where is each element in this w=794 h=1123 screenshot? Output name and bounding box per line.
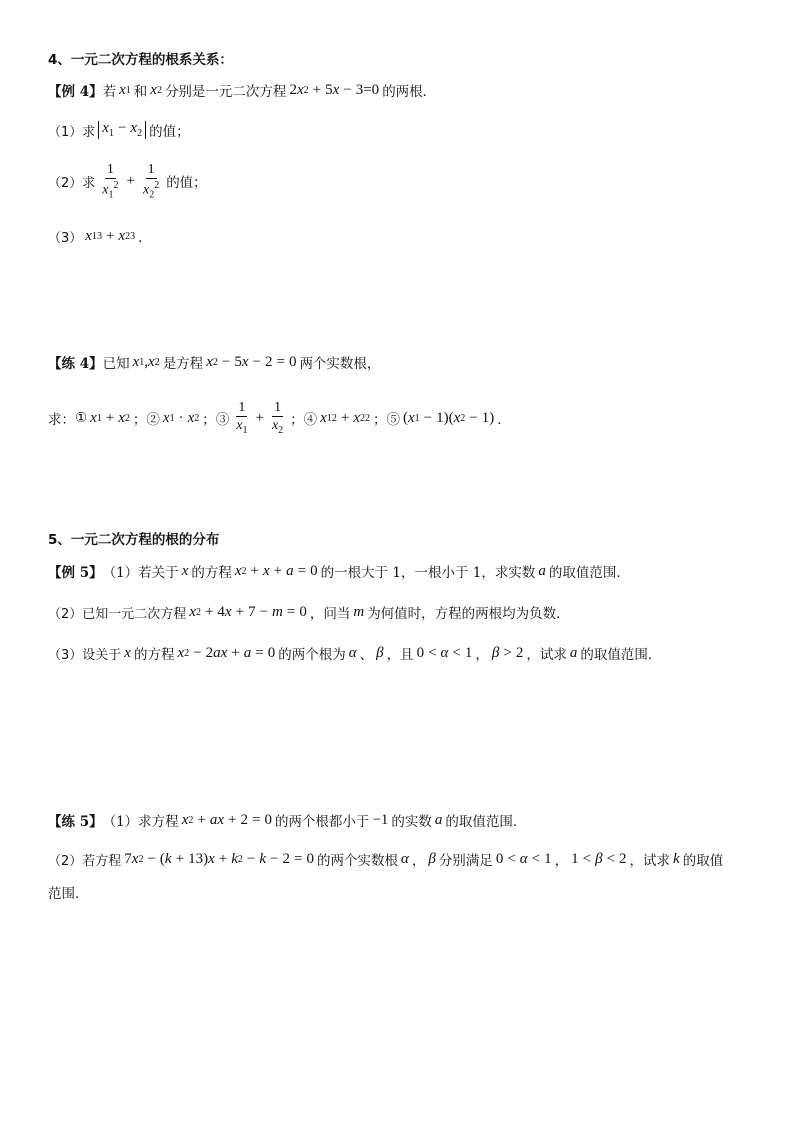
- e2-post: 为何值时，方程的两根均为负数．: [367, 606, 570, 622]
- stem-and: 和: [133, 84, 148, 100]
- example-4-stem: [48, 80, 436, 100]
- math-beta-range: 1 < β < 2: [571, 850, 627, 867]
- math-var-x: x: [124, 644, 131, 661]
- example-5-tag: 【例 5】: [48, 565, 103, 581]
- e3-sep: 、: [359, 647, 374, 663]
- math-var-m: m: [353, 603, 365, 620]
- practice-5-tag: 【练 5】: [48, 814, 103, 830]
- example-5-2: [48, 602, 570, 622]
- math-x2: x 2: [150, 81, 162, 98]
- e3-comma: ，: [475, 647, 489, 663]
- stem-mid: 分别是一元二次方程: [164, 84, 287, 100]
- math-product: x 1 · x 2: [162, 409, 200, 426]
- math-reciprocal-squares-sum: $\frac{1}{x_1^2}$ + $\frac{1}{x_2^2}$: [102, 162, 160, 201]
- math-var-a: a: [569, 644, 578, 661]
- example-4-tag: 【例 4】: [48, 84, 103, 100]
- e1-post: 的一根大于 1，一根小于 1，求实数: [320, 565, 536, 581]
- practice-4-tag: 【练 4】: [48, 356, 103, 372]
- math-equation-7x2: 7 x 2 − ( k + 13) x + k 2 − k − 2 = 0: [124, 850, 314, 867]
- circle-3: ；③: [202, 412, 230, 429]
- question-4-1: [48, 120, 190, 140]
- circle-2: ；②: [132, 412, 160, 429]
- math-shifted-product: ( x 1 − 1)( x 2 − 1): [402, 409, 495, 426]
- e3-and: ，且: [386, 647, 414, 663]
- math-equation-x2-5x-2: x 2 − 5 x − 2 = 0: [206, 353, 297, 370]
- math-alpha-range: 0 < α < 1: [416, 644, 473, 661]
- math-x1-x2: x 1 , x 2: [132, 353, 160, 370]
- p1-pre: （1）求方程: [102, 814, 179, 830]
- q2-label: （2）求: [48, 175, 96, 191]
- q1-label: （1）求: [48, 124, 96, 140]
- p2-end: 的取值: [682, 853, 724, 869]
- p1-end: 的取值范围．: [445, 814, 527, 830]
- math-var-a: a: [538, 562, 546, 579]
- practice-4-ask: 求：: [48, 412, 75, 429]
- stem-post: 的两根．: [382, 84, 437, 100]
- math-equation-x2-x-a: x 2 + x + a = 0: [234, 562, 318, 579]
- q2-post: 的值；: [166, 175, 207, 192]
- math-sum: x 1 + x 2: [90, 409, 130, 426]
- math-equation-x2-4x-7-m: x 2 + 4 x + 7 − m = 0: [189, 603, 307, 620]
- math-reciprocal-sum: $\frac{1}{x_1}$ + $\frac{1}{x_2}$: [236, 400, 284, 437]
- e1-pre: （1）若关于: [102, 565, 179, 581]
- p2-post: 分别满足: [438, 853, 493, 869]
- practice-5-1: [48, 810, 526, 830]
- section-5-heading: 5、一元二次方程的根的分布: [48, 532, 220, 548]
- math-beta: β: [376, 644, 384, 661]
- math-equation-2x2-5x-3: 2 x 2 + 5 x − 3=0: [289, 81, 380, 98]
- math-var-k: k: [673, 850, 680, 867]
- circle-5: ；⑤: [372, 412, 400, 429]
- math-equation-x2-ax-2: x 2 + ax + 2 = 0: [181, 811, 272, 828]
- math-square-sum: x 1 2 + x 2 2: [320, 409, 370, 426]
- math-x1: x 1: [119, 81, 131, 98]
- practice-5-2: [48, 849, 723, 869]
- e3-post: 的两个根为: [278, 647, 346, 663]
- p2-comma: ，: [554, 853, 569, 869]
- e2-mid: ，问当: [309, 606, 351, 622]
- practice-4-mid: 是方程: [162, 356, 204, 372]
- p1-mid: 的两个根都小于: [274, 814, 370, 830]
- math-var-a: a: [434, 811, 443, 828]
- q3-post: ．: [138, 230, 152, 246]
- circle-4: ；④: [290, 412, 318, 429]
- practice-4-stem: [48, 352, 380, 372]
- practice-4-post: 两个实数根，: [299, 356, 381, 372]
- e1-end: 的取值范围．: [548, 565, 630, 581]
- practice-4-pre: 已知: [102, 356, 130, 372]
- e3-mid: 的方程: [133, 647, 175, 663]
- math-equation-x2-2ax-a: x 2 − 2 ax + a = 0: [177, 644, 276, 661]
- question-4-3: [48, 226, 152, 246]
- question-4-2: [48, 162, 207, 201]
- math-alpha-range: 0 < α < 1: [495, 850, 552, 867]
- e3-pre: （3）设关于: [48, 647, 122, 663]
- e3-end: 的取值范围．: [580, 647, 662, 663]
- e2-pre: （2）已知一元二次方程: [48, 606, 187, 622]
- example-5-1: [48, 561, 630, 581]
- math-beta-gt-2: β > 2: [491, 644, 524, 661]
- q1-post: 的值；: [149, 124, 190, 140]
- example-5-3: [48, 643, 661, 663]
- section-4-heading: 4、一元二次方程的根系关系：: [48, 52, 233, 68]
- circle-1: ①: [75, 410, 88, 427]
- math-cubes-sum: x 1 3 + x 2 3: [85, 227, 136, 244]
- p2-mid: 的两个实数根: [316, 853, 398, 869]
- math-beta: β: [428, 850, 436, 867]
- math-abs-x1-minus-x2: $x_1 - x_2$: [98, 121, 146, 140]
- math-var-x: x: [181, 562, 189, 579]
- p1-post: 的实数: [391, 814, 432, 830]
- e3-ask: ，试求: [526, 647, 567, 663]
- practice-5-2-continued: 范围．: [48, 886, 89, 902]
- p2-sep: ，: [411, 853, 426, 869]
- p2-pre: （2）若方程: [48, 853, 122, 869]
- practice-4-items: [48, 400, 511, 436]
- p2-ask: ，试求: [629, 853, 671, 869]
- practice-4-end: ．: [497, 412, 511, 429]
- e1-mid: 的方程: [191, 565, 232, 581]
- q3-label: （3）: [48, 230, 83, 246]
- math-alpha: α: [400, 850, 409, 867]
- stem-pre: 若: [102, 84, 117, 100]
- math-minus-one: −1: [372, 811, 389, 828]
- math-alpha: α: [348, 644, 357, 661]
